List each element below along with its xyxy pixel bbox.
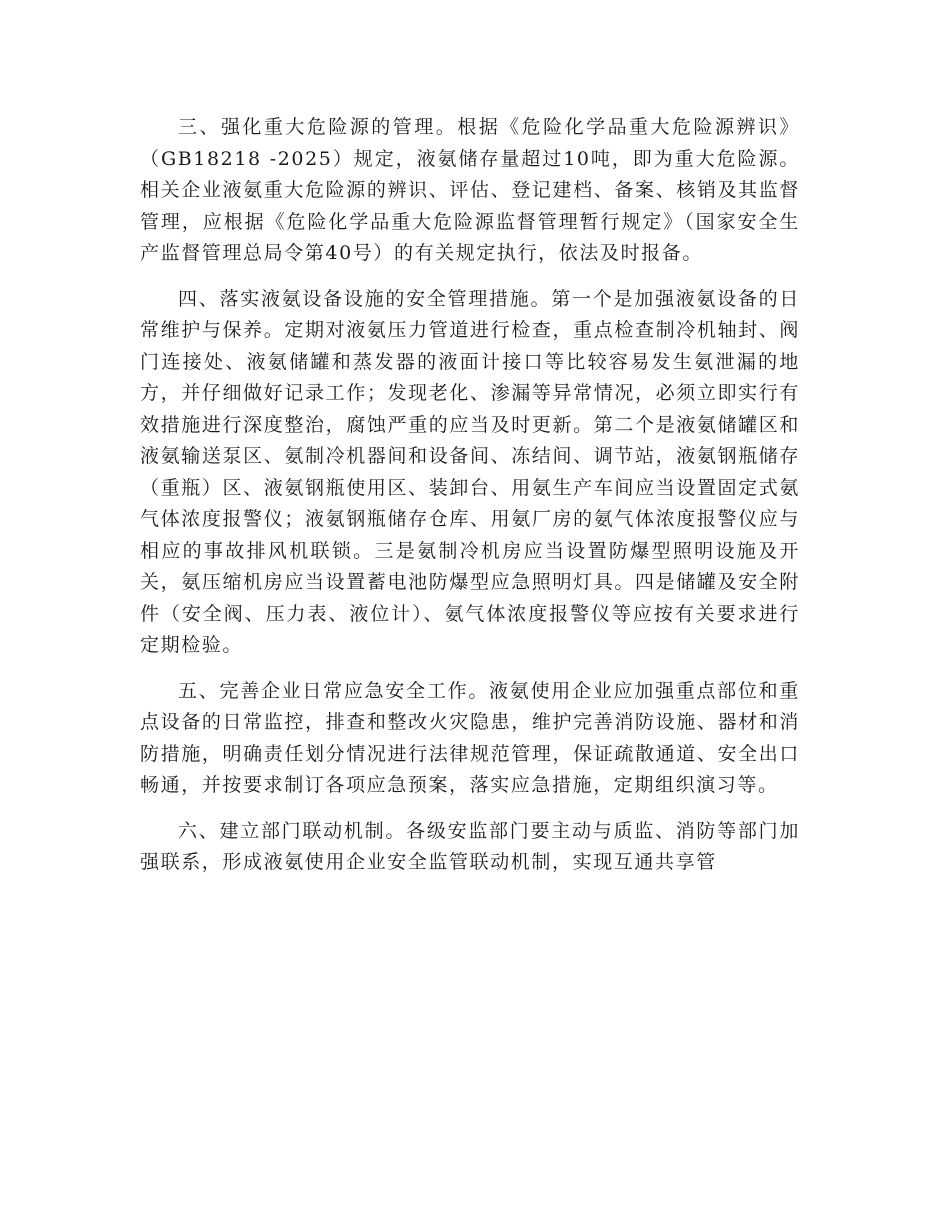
paragraph-equipment-safety-measures: 四、落实液氨设备设施的安全管理措施。第一个是加强液氨设备的日常维护与保养。定期对液氨压力管道进行检查，重点检查制冷机轴封、阀门连接处、液氨储罐和蒸发器的液面计接口等比较容易发生氨泄漏的地方，并仔细做好记录工作；发现老化、渗漏等异常情况，必须立即实行有效措施进行深度整治，腐蚀严重的应当及时更新。第二个是液氨储罐区和液氨输送泵区、氨制冷机器间和设备间、冻结间、调节站，液氨钢瓶储存（重瓶）区、液氨钢瓶使用区、装卸台、用氨生产车间应当设置固定式氨气体浓度报警仪；液氨钢瓶储存仓库、用氨厂房的氨气体浓度报警仪应与相应的事故排风机联锁。三是氨制冷机房应当设置防爆型照明设施及开关，氨压缩机房应当设置蓄电池防爆型应急照明灯具。四是储罐及安全附件（安全阀、压力表、液位计）、氨气体浓度报警仪等应按有关要求进行定期检验。 <box>140 287 800 656</box>
paragraph-emergency-safety-work: 五、完善企业日常应急安全工作。液氨使用企业应加强重点部位和重点设备的日常监控，排查和整改火灾隐患，维护完善消防设施、器材和消防措施，明确责任划分情况进行法律规范管理，保证疏散通道、安全出口畅通，并按要求制订各项应急预案，落实应急措施，定期组织演习等。 <box>140 679 800 796</box>
document-body <box>140 112 800 893</box>
paragraph-department-linkage: 六、建立部门联动机制。各级安监部门要主动与质监、消防等部门加强联系，形成液氨使用企业安全监管联动机制，实现互通共享管 <box>140 819 800 873</box>
paragraph-major-hazard-management: 三、强化重大危险源的管理。根据《危险化学品重大危险源辨识》（GB18218 -2025）规定，液氨储存量超过10吨，即为重大危险源。相关企业液氨重大危险源的辨识、评估、登记建档、备案、核销及其监督管理，应根据《危险化学品重大危险源监督管理暂行规定》（国家安全生产监督管理总局令第40号）的有关规定执行，依法及时报备。 <box>140 116 800 264</box>
